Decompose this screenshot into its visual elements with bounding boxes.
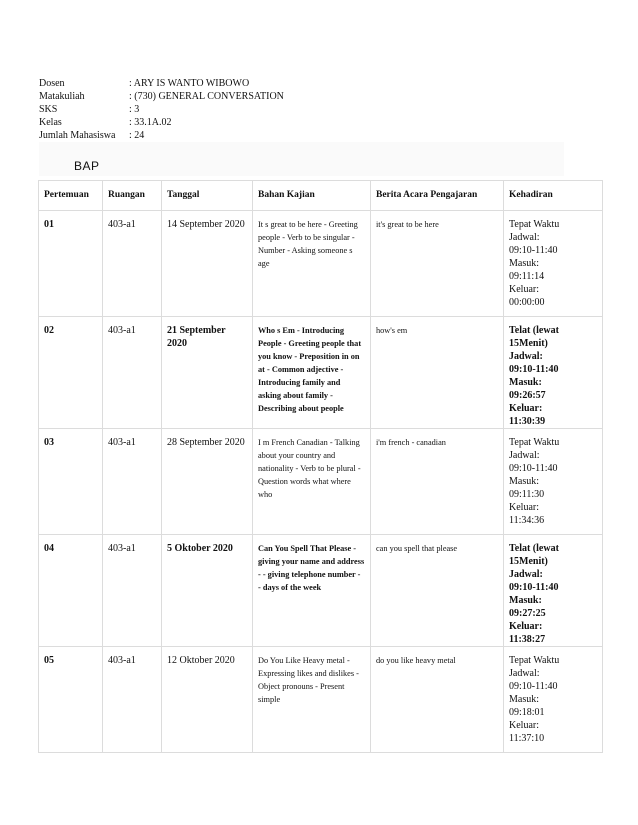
info-value: : ARY IS WANTO WIBOWO bbox=[129, 78, 250, 89]
kehadiran-masuk-label: Masuk: bbox=[509, 258, 539, 269]
kehadiran-status: Telat (lewat 15Menit) bbox=[509, 543, 559, 567]
bap-table bbox=[38, 180, 603, 753]
cell-kehadiran bbox=[504, 647, 603, 753]
info-value: : 24 bbox=[129, 130, 145, 141]
cell-tanggal: 21 September 2020 bbox=[162, 317, 253, 429]
cell-bahan-kajian: Can You Spell That Please - giving your name and address - - giving telephone number - - days of the week bbox=[253, 535, 371, 647]
course-info bbox=[39, 77, 284, 142]
bap-header-band bbox=[39, 142, 564, 176]
kehadiran-jadwal: 09:10-11:40 bbox=[509, 364, 559, 375]
kehadiran-masuk: 09:18:01 bbox=[509, 707, 545, 718]
kehadiran-keluar: 11:30:39 bbox=[509, 416, 546, 427]
kehadiran-jadwal-label: Jadwal: bbox=[509, 351, 543, 362]
cell-tanggal: 28 September 2020 bbox=[162, 429, 253, 535]
kehadiran-jadwal: 09:10-11:40 bbox=[509, 582, 559, 593]
kehadiran-masuk: 09:11:30 bbox=[509, 489, 545, 500]
info-value: : 33.1A.02 bbox=[129, 117, 172, 128]
kehadiran-status: Tepat Waktu bbox=[509, 655, 560, 666]
table-row bbox=[39, 647, 603, 753]
kehadiran-keluar: 00:00:00 bbox=[509, 297, 545, 308]
cell-ruangan: 403-a1 bbox=[103, 647, 162, 753]
cell-pertemuan: 03 bbox=[39, 429, 103, 535]
cell-pertemuan: 02 bbox=[39, 317, 103, 429]
kehadiran-jadwal-label: Jadwal: bbox=[509, 450, 540, 461]
kehadiran-keluar: 11:37:10 bbox=[509, 733, 545, 744]
header-ruangan: Ruangan bbox=[103, 181, 162, 211]
header-berita-acara: Berita Acara Pengajaran bbox=[371, 181, 504, 211]
kehadiran-status: Tepat Waktu bbox=[509, 437, 560, 448]
kehadiran-keluar: 11:34:36 bbox=[509, 515, 545, 526]
kehadiran-jadwal: 09:10-11:40 bbox=[509, 681, 558, 692]
cell-kehadiran bbox=[504, 429, 603, 535]
kehadiran-keluar-label: Keluar: bbox=[509, 621, 543, 632]
cell-berita-acara: i'm french - canadian bbox=[371, 429, 504, 535]
cell-pertemuan: 04 bbox=[39, 535, 103, 647]
cell-ruangan: 403-a1 bbox=[103, 211, 162, 317]
kehadiran-status: Telat (lewat 15Menit) bbox=[509, 325, 559, 349]
info-value: : (730) GENERAL CONVERSATION bbox=[129, 91, 284, 102]
cell-bahan-kajian: Who s Em - Introducing People - Greeting people that you know - Preposition in on at - Common adjective - Introducing family and asking about family - Describing about people bbox=[253, 317, 371, 429]
info-label: SKS bbox=[39, 104, 58, 115]
table-header-row bbox=[39, 181, 603, 211]
cell-kehadiran bbox=[504, 211, 603, 317]
header-pertemuan: Pertemuan bbox=[39, 181, 103, 211]
table-row bbox=[39, 429, 603, 535]
cell-ruangan: 403-a1 bbox=[103, 535, 162, 647]
info-row-matakuliah bbox=[39, 90, 284, 103]
kehadiran-jadwal: 09:10-11:40 bbox=[509, 463, 558, 474]
info-label: Dosen bbox=[39, 78, 65, 89]
info-label: Jumlah Mahasiswa bbox=[39, 130, 116, 141]
cell-ruangan: 403-a1 bbox=[103, 429, 162, 535]
table-row bbox=[39, 535, 603, 647]
kehadiran-jadwal: 09:10-11:40 bbox=[509, 245, 558, 256]
header-bahan-kajian: Bahan Kajian bbox=[253, 181, 371, 211]
cell-pertemuan: 05 bbox=[39, 647, 103, 753]
kehadiran-masuk-label: Masuk: bbox=[509, 694, 539, 705]
kehadiran-masuk-label: Masuk: bbox=[509, 377, 542, 388]
info-label: Kelas bbox=[39, 117, 62, 128]
info-row-kelas bbox=[39, 116, 284, 129]
kehadiran-keluar: 11:38:27 bbox=[509, 634, 546, 645]
cell-pertemuan: 01 bbox=[39, 211, 103, 317]
kehadiran-jadwal-label: Jadwal: bbox=[509, 668, 540, 679]
info-label: Matakuliah bbox=[39, 91, 85, 102]
kehadiran-keluar-label: Keluar: bbox=[509, 720, 539, 731]
cell-tanggal: 5 Oktober 2020 bbox=[162, 535, 253, 647]
kehadiran-jadwal-label: Jadwal: bbox=[509, 232, 540, 243]
cell-ruangan: 403-a1 bbox=[103, 317, 162, 429]
info-row-dosen bbox=[39, 77, 284, 90]
bap-title: BAP bbox=[74, 159, 100, 173]
kehadiran-masuk-label: Masuk: bbox=[509, 476, 539, 487]
cell-berita-acara: do you like heavy metal bbox=[371, 647, 504, 753]
cell-bahan-kajian: It s great to be here - Greeting people - Verb to be singular - Number - Asking someone s age bbox=[253, 211, 371, 317]
kehadiran-masuk: 09:26:57 bbox=[509, 390, 546, 401]
cell-berita-acara: can you spell that please bbox=[371, 535, 504, 647]
info-row-sks bbox=[39, 103, 284, 116]
kehadiran-status: Tepat Waktu bbox=[509, 219, 560, 230]
cell-bahan-kajian: I m French Canadian - Talking about your country and nationality - Verb to be plural - Question words what where who bbox=[253, 429, 371, 535]
table-row bbox=[39, 211, 603, 317]
kehadiran-masuk: 09:11:14 bbox=[509, 271, 545, 282]
cell-kehadiran bbox=[504, 317, 603, 429]
kehadiran-keluar-label: Keluar: bbox=[509, 284, 539, 295]
kehadiran-jadwal-label: Jadwal: bbox=[509, 569, 543, 580]
info-value: : 3 bbox=[129, 104, 140, 115]
cell-tanggal: 14 September 2020 bbox=[162, 211, 253, 317]
header-tanggal: Tanggal bbox=[162, 181, 253, 211]
header-kehadiran: Kehadiran bbox=[504, 181, 603, 211]
kehadiran-masuk-label: Masuk: bbox=[509, 595, 542, 606]
cell-kehadiran bbox=[504, 535, 603, 647]
cell-bahan-kajian: Do You Like Heavy metal - Expressing likes and dislikes - Object pronouns - Present simple bbox=[253, 647, 371, 753]
kehadiran-masuk: 09:27:25 bbox=[509, 608, 546, 619]
cell-berita-acara: it's great to be here bbox=[371, 211, 504, 317]
kehadiran-keluar-label: Keluar: bbox=[509, 502, 539, 513]
cell-berita-acara: how's em bbox=[371, 317, 504, 429]
cell-tanggal: 12 Oktober 2020 bbox=[162, 647, 253, 753]
info-row-jumlah-mahasiswa bbox=[39, 129, 284, 142]
kehadiran-keluar-label: Keluar: bbox=[509, 403, 543, 414]
table-row bbox=[39, 317, 603, 429]
